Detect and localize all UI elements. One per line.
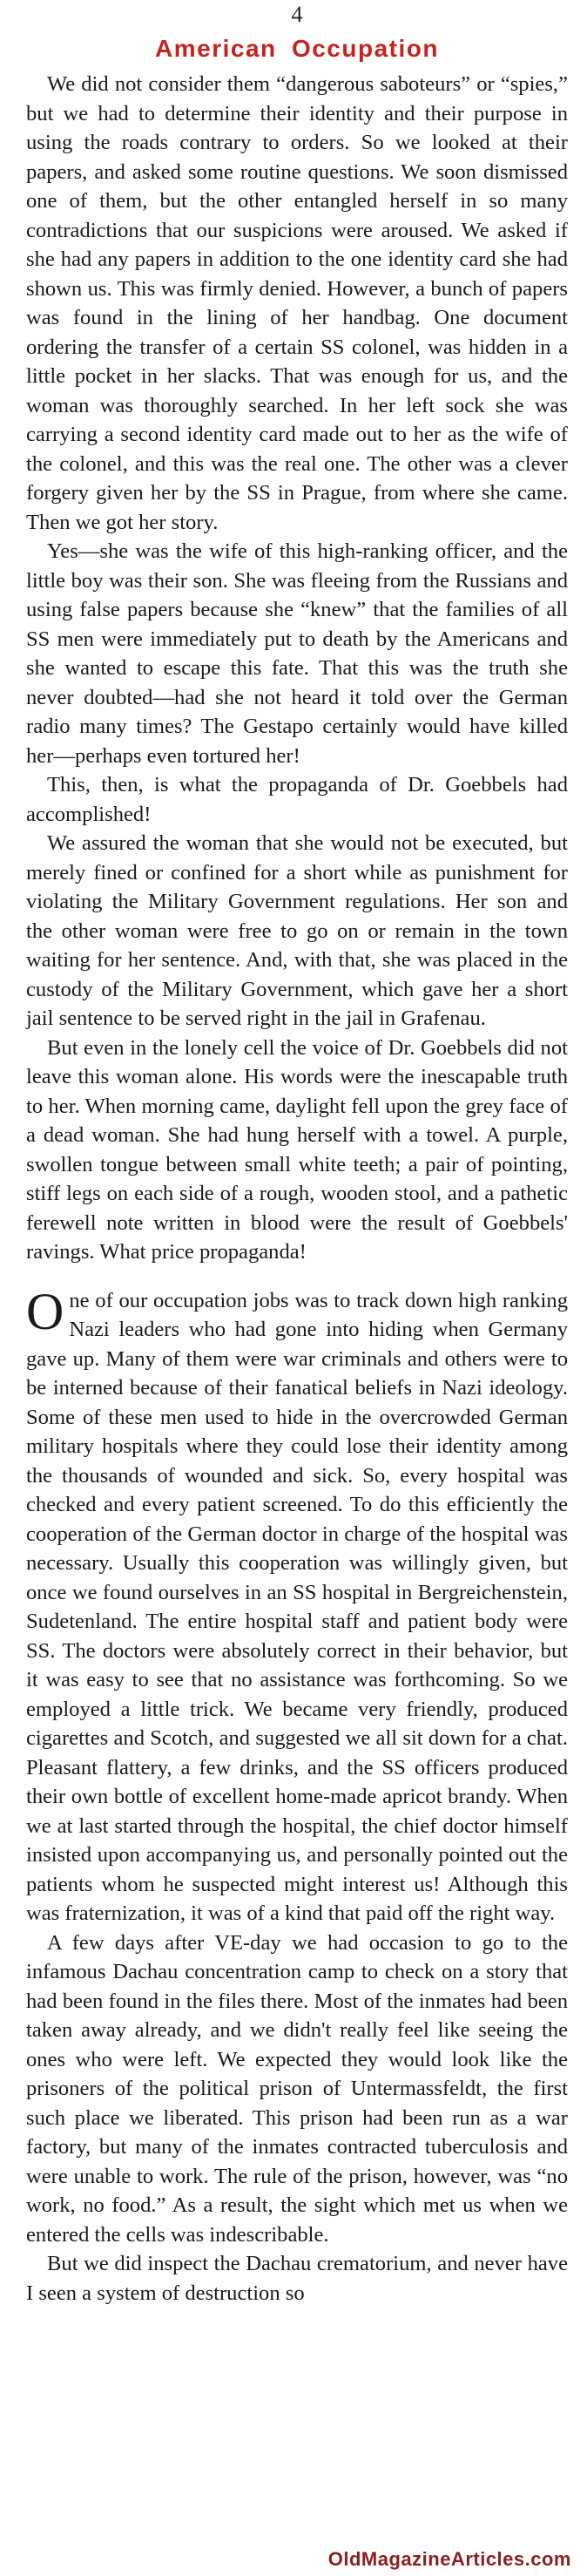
article-body (26, 70, 568, 2308)
paragraph: But even in the lonely cell the voice of Dr. Goebbels did not leave this woman alone. His words were the inescapable truth to her. When morning came, daylight fell upon the grey face of a dead woman. She had hung herself with a towel. A purple, swollen tongue between small white teeth; a pair of pointing, stiff legs on each side of a rough, wooden stool, and a pathetic ferewell note written in blood were the result of Goebbels' ravings. What price propaganda! (26, 1035, 568, 1264)
dropcap-paragraph (26, 1282, 568, 1929)
dropcap-paragraph-text: ne of our occupation jobs was to track down high ranking Nazi leaders who had gone into hiding when Germany gave up. Many of them were war criminals and others were to be interned because of their fanatical beliefs in Nazi ideology. Some of these men used to hide in the overcrowded German military hospitals where they could lose their identity among the thousands of wounded and sick. So, every hospital was checked and every patient screened. To do this efficiently the cooperation of the German doctor in charge of the hospital was necessary. Usually this cooperation was willingly given, but once we found ourselves in an SS hospital in Bergreichenstein, Sudetenland. The entire hospital staff and patient body were SS. The doctors were absolutely correct in their behavior, but it was easy to see that no assistance was forthcoming. So we employed a little trick. We became very friendly, produced cigarettes and Scotch, and suggested we all sit down for a chat. Pleasant flattery, a few drinks, and the SS officers produced their own bottle of excellent home-made apricot brandy. When we at last started through the hospital, the chief doctor himself insisted upon accompanying us, and personally pointed out the patients whom he suspected might interest us! Although this was fraternization, it was of a kind that paid off the right way. (26, 1288, 568, 1925)
paragraph: But we did inspect the Dachau crematorium, and never have I seen a system of destruction so (26, 2252, 568, 2305)
drop-cap-letter: O (26, 1282, 64, 1340)
paragraph: We assured the woman that she would not be executed, but merely fined or confined for a short while as punishment for violating the Military Government regulations. Her son and the other woman were free to go on or remain in the town waiting for her sentence. And, with that, she was placed in the custody of the Military Government, which gave her a short jail sentence to be served right in the jail in Grafenau. (26, 831, 568, 1030)
section-break (26, 1267, 568, 1286)
site-footer-link[interactable]: OldMagazineArticles.com (327, 2548, 571, 2570)
page-number: 4 (291, 2, 303, 27)
paragraph: A few days after VE-day we had occasion to go to the infamous Dachau concentration camp to check on a story that had been found in the files there. Most of the inmates had been taken away already, and we didn't really feel like seeing the ones who were left. We expected they would look like the prisoners of the political prison of Untermassfeldt, the first such place we liberated. This prison had been run as a war factory, but many of the inmates contracted tuberculosis and were unable to work. The rule of the prison, however, was “no work, no food.” As a result, the sight which met us when we entered the cells was indescribable. (26, 1930, 568, 2247)
paragraph: Yes—she was the wife of this high-ranking officer, and the little boy was their son. She was fleeing from the Russians and using false papers because she “knew” that the families of all SS men were immediately put to death by the Americans and she wanted to escape this fate. That this was the truth she never doubted—had she not heard it told over the German radio many times? The Gestapo certainly would have killed her—perhaps even tortured her! (26, 539, 568, 768)
article-title: American Occupation (155, 35, 439, 62)
paragraph: We did not consider them “dangerous saboteurs” or “spies,” but we had to determine their identity and their purpose in using the roads contrary to orders. So we looked at their papers, and asked some routine questions. We soon dismissed one of them, but the other entangled herself in so many contradictions that our suspicions were aroused. We asked if she had any papers in addition to the one identity card she had shown us. This was firmly denied. However, a bunch of papers was found in the lining of her handbag. One document ordering the transfer of a certain SS colonel, was hidden in a little pocket in her slacks. That was enough for us, and the woman was thoroughly searched. In her left sock she was carrying a second identity card made out to her as the wife of the colonel, and this was the real one. The other was a clever forgery given her by the SS in Prague, from where she came. Then we got her story. (26, 72, 568, 534)
page (26, 0, 568, 2308)
paragraph: This, then, is what the propaganda of Dr. Goebbels had accomplished! (26, 773, 568, 826)
